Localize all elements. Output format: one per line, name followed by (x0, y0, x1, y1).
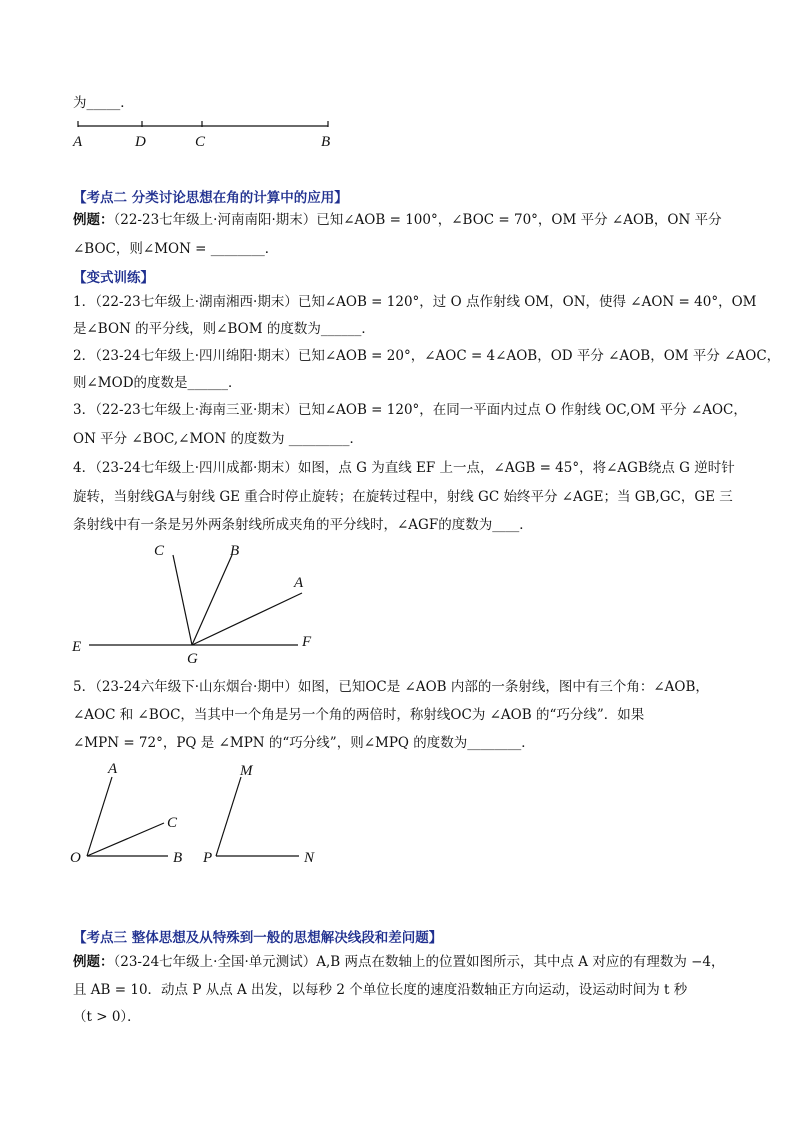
text-line (73, 953, 733, 971)
point-label: E (72, 639, 82, 655)
point-label: C (167, 815, 178, 831)
text-line: （t > 0）． (73, 1009, 141, 1025)
point-label: G (187, 651, 198, 667)
text-line: 条射线中有一条是另外两条射线所成夹角的平分线时，∠AGF的度数为____． (73, 517, 533, 533)
point-label: M (240, 763, 253, 779)
text-line: 2．（23-24七年级上·四川绵阳·期末）已知∠AOB = 20°，∠AOC = 4∠AOB，OD 平分 ∠AOB，OM 平分 ∠AOC， (73, 348, 781, 364)
text-line: 4．（23-24七年级上·四川成都·期末）如图，点 G 为直线 EF 上一点，∠AGB = 45°，将∠AGB绕点 G 逆时针 (73, 460, 735, 476)
example-label: 例题： (73, 954, 114, 970)
section-heading: 【考点二 分类讨论思想在角的计算中的应用】 (73, 190, 348, 206)
point-label: F (302, 634, 312, 650)
point-label: A (108, 761, 118, 777)
point-label: D (135, 134, 146, 150)
text-line (73, 211, 733, 229)
text-line: ∠MPN = 72°，PQ 是 ∠MPN 的“巧分线”，则∠MPQ 的度数为________． (73, 735, 535, 751)
text-line: 旋转，当射线GA与射线 GE 重合时停止旋转；在旋转过程中，射线 GC 始终平分 ∠AGE；当 GB,GC，GE 三 (73, 489, 733, 505)
text-line: 且 AB = 10．动点 P 从点 A 出发，以每秒 2 个单位长度的速度沿数轴正方向运动，设运动时间为 t 秒 (73, 982, 688, 998)
point-label: A (294, 575, 304, 591)
point-label: O (70, 850, 81, 866)
text-line: ∠AOC 和 ∠BOC，当其中一个角是另一个角的两倍时，称射线OC为 ∠AOB 的“巧分线”．如果 (73, 707, 645, 723)
text-line: 3．（22-23七年级上·海南三亚·期末）已知∠AOB = 120°，在同一平面内过点 O 作射线 OC,OM 平分 ∠AOC， (73, 402, 747, 418)
angle-figure-rotation (65, 535, 365, 675)
point-label: C (195, 134, 206, 150)
point-label: P (203, 850, 213, 866)
training-heading: 【变式训练】 (73, 270, 154, 286)
point-label: B (321, 134, 331, 150)
text-line: ∠BOC，则∠MON = ________． (73, 241, 279, 257)
point-label: N (304, 850, 315, 866)
point-label: B (230, 543, 240, 559)
text-line: 为_____． (73, 95, 134, 111)
point-label: A (73, 134, 83, 150)
text-line: 1．（22-23七年级上·湖南湘西·期末）已知∠AOB = 120°，过 O 点作射线 OM，ON，使得 ∠AON = 40°，OM (73, 294, 757, 310)
text-line: 是∠BON 的平分线，则∠BOM 的度数为______． (73, 321, 375, 337)
example-label: 例题： (73, 212, 114, 228)
text-line: 则∠MOD的度数是______． (73, 375, 242, 391)
point-label: B (173, 850, 183, 866)
section-heading: 【考点三 整体思想及从特殊到一般的思想解决线段和差问题】 (73, 930, 443, 946)
angle-figure-aob-mpn (65, 755, 345, 875)
example-text: （22-23七年级上·河南南阳·期末）已知∠AOB = 100°，∠BOC = 70°，OM 平分 ∠AOB，ON 平分 (113, 212, 722, 228)
example-text: （23-24七年级上·全国·单元测试）A,B 两点在数轴上的位置如图所示，其中点 A 对应的有理数为 −4， (113, 954, 725, 970)
text-line: ON 平分 ∠BOC,∠MON 的度数为 _________． (73, 431, 363, 447)
segment-figure (65, 118, 365, 158)
point-label: C (154, 543, 165, 559)
text-line: 5．（23-24六年级下·山东烟台·期中）如图，已知OC是 ∠AOB 内部的一条射线，图中有三个角：∠AOB， (73, 679, 709, 695)
